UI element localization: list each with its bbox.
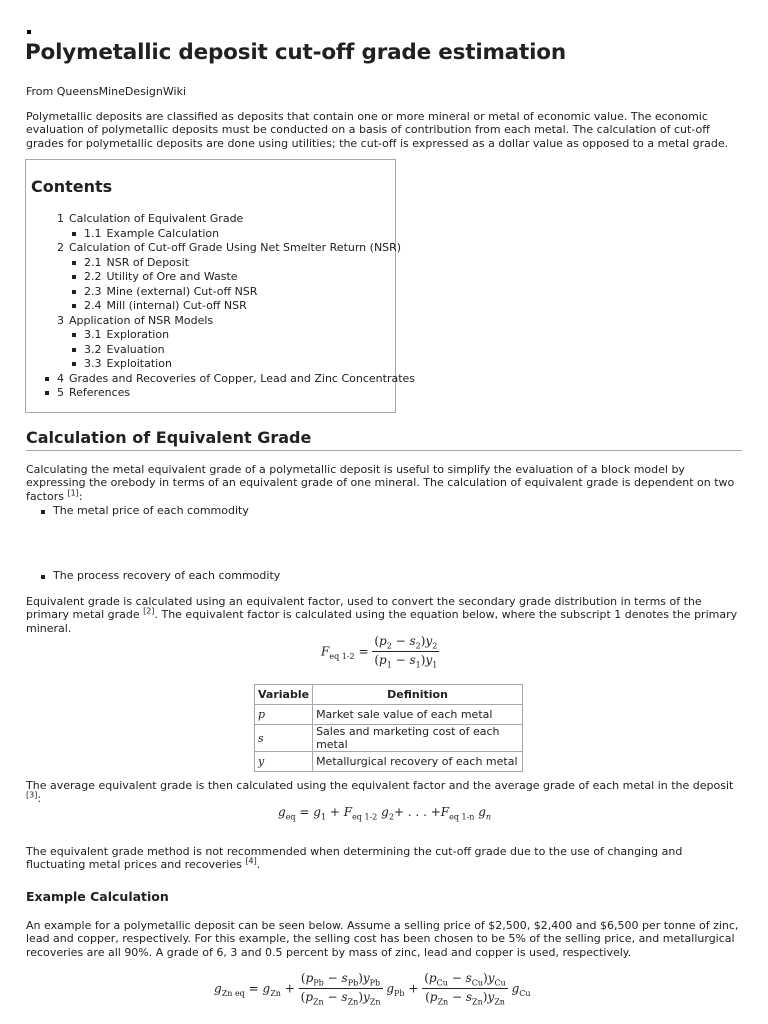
- toc-number: 3.2: [84, 342, 102, 356]
- heading-divider: [26, 450, 742, 451]
- average-grade-paragraph: The average equivalent grade is then calculated using the equivalent factor and the average grade of each metal in the deposit [3]:: [26, 779, 734, 806]
- toc-number: 2: [57, 241, 64, 254]
- toc-label: Mill (internal) Cut-off NSR: [106, 299, 247, 312]
- toc-title: Contents: [31, 177, 113, 196]
- bullet-icon: [72, 261, 76, 265]
- toc-number: 1.1: [84, 226, 102, 240]
- reference-link[interactable]: [2]: [143, 606, 155, 616]
- reference-link[interactable]: [1]: [67, 488, 79, 498]
- toc-item[interactable]: [57, 372, 415, 385]
- toc-number: 2.2: [84, 270, 102, 283]
- method-note-paragraph: The equivalent grade method is not recommended when determining the cut-off grade due to the use of changing and fluctuating metal prices and recoveries [4].: [26, 845, 683, 872]
- subsection-heading-example: Example Calculation: [26, 889, 169, 904]
- intro-paragraph: Polymetallic deposits are classified as deposits that contain one or more mineral or metal of economic value. The economic evaluation of polymetallic deposits must be conducted on a basis of contribution from each metal. The calculation of cut-off grades for polymetallic deposits are done using utilities; the cut-off is expressed as a dollar value as opposed to a metal grade.: [26, 110, 729, 150]
- bullet-icon: [72, 304, 76, 308]
- equivalent-grade-paragraph: Calculating the metal equivalent grade of a polymetallic deposit is useful to simplify the evaluation of a block model by expressing the orebody in terms of an equivalent grade of one mineral. The calculation of equivalent grade is dependent on two factors [1]:: [26, 463, 735, 503]
- page-marker: [27, 30, 31, 34]
- table-row: [255, 705, 523, 725]
- toc-item[interactable]: [84, 270, 238, 283]
- toc-item[interactable]: [84, 299, 247, 312]
- table-row: [255, 752, 523, 772]
- reference-link[interactable]: [4]: [245, 856, 257, 866]
- toc-number: 1: [57, 212, 64, 225]
- toc-number: 4: [57, 371, 64, 385]
- definition-cell: Sales and marketing cost of each metal: [313, 725, 523, 752]
- toc-label: Calculation of Equivalent Grade: [69, 212, 244, 225]
- bullet-icon: [72, 362, 76, 366]
- bullet-icon: [72, 348, 76, 352]
- toc-item[interactable]: [57, 212, 243, 225]
- bullet-icon: [72, 290, 76, 294]
- toc-item[interactable]: [84, 343, 165, 356]
- toc-item[interactable]: [84, 328, 169, 341]
- toc-label: Exploitation: [106, 357, 172, 370]
- bullet-icon: [45, 377, 49, 381]
- toc-label: References: [69, 386, 131, 399]
- toc-item[interactable]: [84, 256, 189, 269]
- page-title: Polymetallic deposit cut-off grade estimation: [25, 40, 566, 65]
- toc-number: 2.4: [84, 299, 102, 312]
- list-item: The process recovery of each commodity: [53, 569, 281, 582]
- toc-number: 2.1: [84, 255, 102, 269]
- bullet-icon: [41, 510, 45, 514]
- toc-label: Grades and Recoveries of Copper, Lead and Zinc Concentrates: [69, 371, 416, 385]
- toc-item[interactable]: [57, 241, 401, 254]
- variable-cell: p: [255, 705, 313, 725]
- toc-label: Calculation of Cut-off Grade Using Net Smelter Return (NSR): [69, 241, 402, 254]
- variable-cell: y: [255, 752, 313, 772]
- toc-label: Utility of Ore and Waste: [106, 270, 238, 283]
- toc-label: Evaluation: [106, 342, 165, 356]
- bullet-icon: [72, 275, 76, 279]
- toc-number: 3.3: [84, 357, 102, 370]
- toc-label: Application of NSR Models: [69, 313, 214, 327]
- reference-link[interactable]: [3]: [26, 790, 38, 800]
- table-row: [255, 725, 523, 752]
- toc-label: NSR of Deposit: [106, 255, 189, 269]
- section-heading-equivalent-grade: Calculation of Equivalent Grade: [26, 428, 312, 447]
- bullet-icon: [72, 232, 76, 236]
- toc-number: 5: [57, 386, 64, 399]
- toc-number: 3.1: [84, 328, 102, 341]
- toc-item[interactable]: [57, 386, 130, 399]
- toc-label: Mine (external) Cut-off NSR: [106, 284, 258, 298]
- list-item: The metal price of each commodity: [53, 504, 249, 517]
- definition-cell: Metallurgical recovery of each metal: [313, 752, 523, 772]
- example-paragraph: An example for a polymetallic deposit can be seen below. Assume a selling price of $2,500, $2,400 and $6,500 per tonne of zinc, lead and copper, respectively. For this example, the selling cost has been chosen to be 5% of the selling price, and metallurgical recoveries are all 90%. A grade of 6, 3 and 0.5 percent by mass of zinc, lead and copper is used, respectively.: [26, 919, 739, 959]
- toc-item[interactable]: [84, 227, 219, 240]
- example-formula: $g_{Zn eq} = g_{Zn}$ + $\frac{(p_{Pb} - s_{Pb})y_{Pb}}{(p_{Zn} - s_{Zn})y_{Zn}}$ $g_{Pb}$ + $\frac{(p_{Cu} - s_{Cu})y_{Cu}}{(p_{Zn} - s_{Zn})y_{Zn}}$ $g_{Cu}$: [214, 971, 531, 1007]
- variable-table: [254, 684, 523, 772]
- toc-item[interactable]: [57, 314, 213, 327]
- bullet-icon: [41, 575, 45, 579]
- toc-label: Example Calculation: [106, 226, 220, 240]
- from-line: From QueensMineDesignWiki: [26, 85, 186, 98]
- table-header-variable: Variable: [255, 685, 313, 705]
- toc-number: 2.3: [84, 284, 102, 298]
- equivalent-factor-formula: $F_{eq 1-2}$ = $\frac{(p_2 - s_2)y_2}{(p_1 - s_1)y_1}$: [321, 634, 438, 670]
- toc-item[interactable]: [84, 285, 257, 298]
- toc-number: 3: [57, 313, 64, 327]
- variable-cell: s: [255, 725, 313, 752]
- definition-cell: Market sale value of each metal: [313, 705, 523, 725]
- bullet-icon: [45, 391, 49, 395]
- average-grade-formula: $g_{eq} = g_1 + F_{eq 1-2}$ $g_2+$ . . . $+F_{eq 1-n}$ $g_n$: [278, 805, 492, 822]
- toc-label: Exploration: [106, 328, 170, 341]
- bullet-icon: [72, 333, 76, 337]
- toc-item[interactable]: [84, 357, 172, 370]
- table-header-definition: Definition: [313, 685, 523, 705]
- equivalent-factor-paragraph: Equivalent grade is calculated using an equivalent factor, used to convert the secondary grade distribution in terms of the primary metal grade [2]. The equivalent factor is calculated using the equation below, where the subscript 1 denotes the primary mineral.: [26, 595, 738, 635]
